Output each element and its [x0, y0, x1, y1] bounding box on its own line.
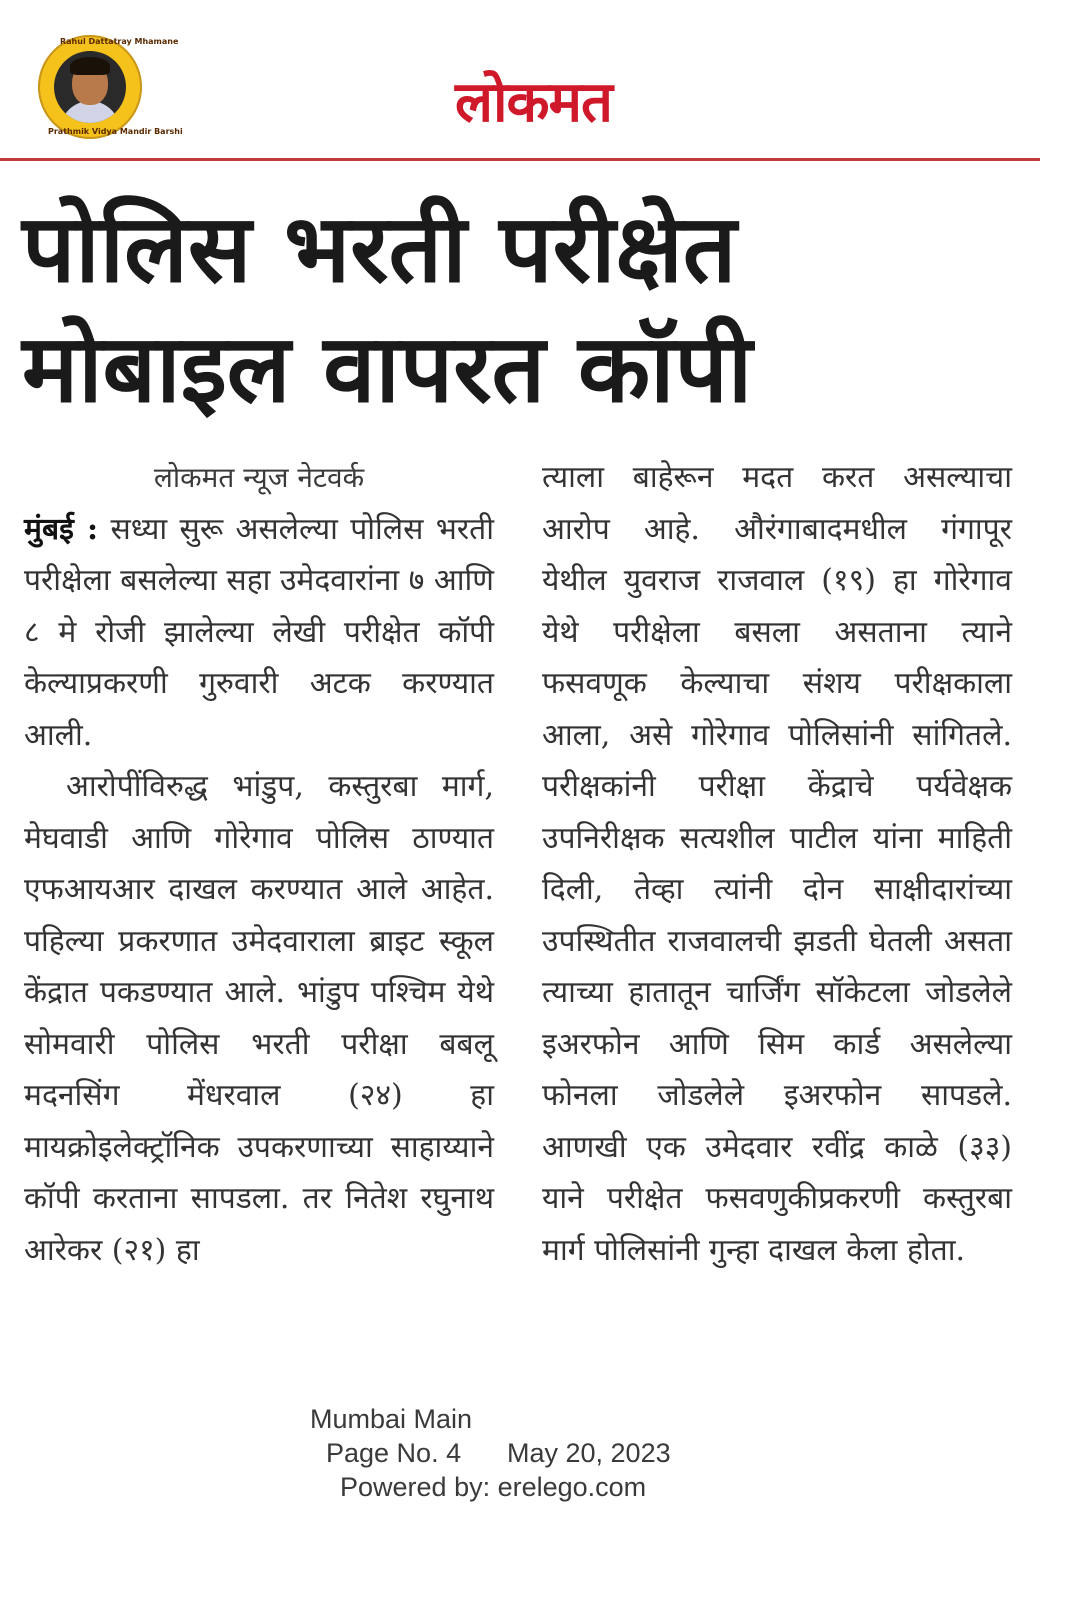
footer-date: May 20, 2023 [507, 1438, 671, 1468]
article-paragraph-2: आरोपींविरुद्ध भांडुप, कस्तुरबा मार्ग, मेघवाडी आणि गोरेगाव पोलिस ठाण्यात एफआयआर दाखल करण्यात आले आहेत. पहिल्या प्रकरणात उमेदवाराला ब्राइट स्कूल केंद्रात पकडण्यात आले. भांडुप पश्चिम येथे सोमवारी पोलिस भरती परीक्षा बबलू मदनसिंग मेंधरवाल (२४) हा मायक्रोइलेक्ट्रॉनिक उपकरणाच्या साहाय्याने कॉपी करताना सापडला. तर नितेश रघुनाथ आरेकर (२१) हा [24, 769, 494, 1268]
badge-name-arc: Rahul Dattatray Mhamane [60, 37, 179, 46]
headline-line-1: पोलिस भरती परीक्षेत [22, 195, 737, 304]
article-headline [22, 190, 1042, 430]
article-paragraph-3: त्याला बाहेरून मदत करत असल्याचा आरोप आहे. औरंगाबादमधील गंगापूर येथील युवराज राजवाल (१९) हा गोरेगाव येथे परीक्षेला बसला असताना त्याने फसवणूक केल्याचा संशय परीक्षकाला आला, असे गोरेगाव पोलिसांनी सांगितले. परीक्षकांनी परीक्षा केंद्राचे पर्यवेक्षक उपनिरीक्षक सत्यशील पाटील यांना माहिती दिली, तेव्हा त्यांनी दोन साक्षीदारांच्या उपस्थितीत राजवालची झडती घेतली असता त्याच्या हातातून चार्जिंग सॉकेटला जोडलेले इअरफोन आणि सिम कार्ड असलेल्या फोनला जोडलेले इअरफोन सापडले. आणखी एक उमेदवार रवींद्र काळे (३३) याने परीक्षेत फसवणुकीप्रकरणी कस्तुरबा मार्ग पोलिसांनी गुन्हा दाखल केला होता. [542, 460, 1012, 1268]
headline-line-2: मोबाइल वापरत कॉपी [22, 315, 753, 424]
article-column-right [542, 452, 1012, 1276]
article-column-left [24, 452, 494, 1276]
article-byline: लोकमत न्यूज नेटवर्क [153, 461, 365, 494]
article-dateline: मुंबई : [24, 511, 99, 547]
badge-school-arc: Prathmik Vidya Mandir Barshi [48, 127, 183, 136]
paragraph-1-text: सध्या सुरू असलेल्या पोलिस भरती परीक्षेला बसलेल्या सहा उमेदवारांना ७ आणि ८ मे रोजी झालेल्या लेखी परीक्षेत कॉपी केल्याप्रकरणी गुरुवारी अटक करण्यात आली. [24, 511, 494, 753]
footer-edition: Mumbai Main [310, 1404, 473, 1434]
article-paragraph-1 [24, 504, 494, 762]
footer-page-number: Page No. 4 [326, 1438, 462, 1468]
masthead-divider [0, 158, 1040, 161]
newspaper-masthead: लोकमत [455, 69, 612, 135]
footer-powered-by: Powered by: erelego.com [340, 1472, 647, 1502]
